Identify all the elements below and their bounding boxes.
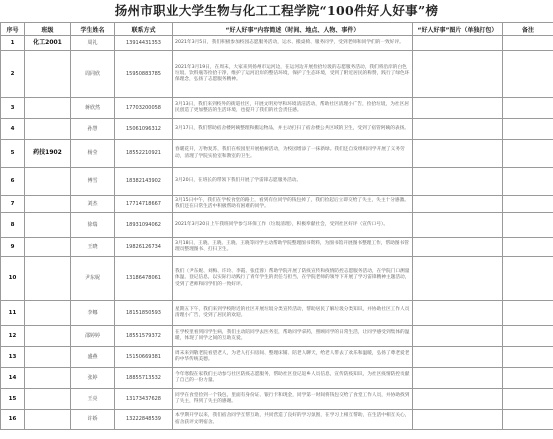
phone-cell: 17714718667	[115, 196, 173, 213]
name-cell: 蒋欣然	[71, 98, 115, 119]
name-cell: 刘杰	[71, 196, 115, 213]
class-cell	[25, 238, 71, 257]
photo-cell	[413, 389, 503, 410]
phone-cell: 13186478061	[115, 257, 173, 301]
header-class: 班级	[25, 23, 71, 36]
story-cell: 同学在食堂捡到一个钱包，里面有身份证、银行卡和现金，同学第一时间将钱包交给了食堂工作人员，并协助找到了失主，得到了失主的感谢。	[173, 389, 413, 410]
note-cell	[503, 326, 553, 347]
row-number: 8	[1, 213, 25, 238]
row-number: 12	[1, 326, 25, 347]
note-cell	[503, 301, 553, 326]
photo-cell	[413, 347, 503, 368]
name-cell: 王晓	[71, 238, 115, 257]
name-cell: 杨莹	[71, 140, 115, 168]
header-phone: 联系方式	[115, 23, 173, 36]
name-cell: 周礼	[71, 36, 115, 51]
photo-cell	[413, 326, 503, 347]
class-cell: 化工2001	[25, 36, 71, 51]
story-cell: 3月20日，在班长的带领下我们开展了学雷锋志愿服务活动。	[173, 168, 413, 196]
row-number: 3	[1, 98, 25, 119]
note-cell	[503, 389, 553, 410]
name-cell: 徐瑞	[71, 213, 115, 238]
table-row	[1, 389, 553, 410]
story-cell: 3月18日，王晓、王晓、王晓、王晓等同学主动帮助学院整理图书资料，为图书馆开展图书整理工作，帮助图书管理员整理图书、打扫卫生。	[173, 238, 413, 257]
photo-cell	[413, 140, 503, 168]
table-row	[1, 410, 553, 430]
phone-cell: 13914431353	[115, 36, 173, 51]
row-number: 10	[1, 257, 25, 301]
name-cell: 邵婷婷	[71, 326, 115, 347]
table-row	[1, 196, 553, 213]
name-cell: 张婷	[71, 368, 115, 389]
header-photo: “好人好事”图片（单独打包）	[413, 23, 503, 36]
story-cell: 3月13日，我们来到校外的街道社区，开展文明劝导和环境清洁活动，帮助社区清理小广告，捡拾垃圾，为社区居民创造了更加整洁的生活环境，也提升了我们的社会责任感。	[173, 98, 413, 119]
name-cell: 孙慧	[71, 119, 115, 140]
story-cell: 春暖花开，万物复苏，我们在校园里开展植树活动，为校园增添了一抹新绿。我们还自发组织同学开展了义务劳动，清理了学院实验室和教室的卫生。	[173, 140, 413, 168]
phone-cell: 18855713532	[115, 368, 173, 389]
note-cell	[503, 196, 553, 213]
class-cell: 药技1902	[25, 140, 71, 168]
name-cell: 傅雪	[71, 168, 115, 196]
photo-cell	[413, 119, 503, 140]
phone-cell: 13173437628	[115, 389, 173, 410]
table-row	[1, 168, 553, 196]
name-cell: 王亮	[71, 389, 115, 410]
story-cell: 周末来到敬老院看望老人，为老人打扫房间、整理床铺、陪老人聊天，给老人带去了欢乐和温暖，弘扬了尊老爱老的中华传统美德。	[173, 347, 413, 368]
story-cell: 星期五下午，我们来到学校附近的社区开展垃圾分类宣传活动，帮助居民了解垃圾分类知识，并协助社区工作人员清理小广告，受到了居民的欢迎。	[173, 301, 413, 326]
phone-cell: 13222848539	[115, 410, 173, 430]
class-cell	[25, 168, 71, 196]
header-row	[1, 23, 553, 36]
phone-cell: 18552210921	[115, 140, 173, 168]
class-cell	[25, 326, 71, 347]
class-cell	[25, 213, 71, 238]
phone-cell: 19826126734	[115, 238, 173, 257]
class-cell	[25, 119, 71, 140]
row-number: 11	[1, 301, 25, 326]
photo-cell	[413, 257, 503, 301]
row-number: 9	[1, 238, 25, 257]
table-row	[1, 301, 553, 326]
photo-cell	[413, 213, 503, 238]
story-cell: 2021年3月19日，在周末，大家来到扬州市运河边，在运河边开展捡拾垃圾的志愿服务活动，我们将沿岸的白色垃圾、饮料瓶等捡拾干净，维护了运河沿岸的整洁环境，保护了生态环境，受到了附近居民的称赞，践行了绿色环保理念，弘扬了志愿服务精神。	[173, 51, 413, 98]
note-cell	[503, 213, 553, 238]
note-cell	[503, 119, 553, 140]
class-cell	[25, 410, 71, 430]
table-row	[1, 51, 553, 98]
table-row	[1, 347, 553, 368]
class-cell	[25, 196, 71, 213]
class-cell	[25, 389, 71, 410]
row-number: 2	[1, 51, 25, 98]
row-number: 13	[1, 347, 25, 368]
story-cell: 3月15日中午，我们在学校食堂的路上，看到有位同学的钱包掉了，我们捡起后立即交给了失主，失主十分感激。我们还在日常生活中积极帮助有困难的同学。	[173, 196, 413, 213]
story-cell: 2021年3月20日上午我班同学参与环保工作（垃圾清理），积极奉献社会，受到社区好评（宣传口号）。	[173, 213, 413, 238]
phone-cell: 18551579372	[115, 326, 173, 347]
page-title: 扬州市职业大学生物与化工工程学院“100件好人好事”榜	[114, 3, 439, 18]
note-cell	[503, 238, 553, 257]
name-cell: 尹东妮	[71, 257, 115, 301]
name-cell: 许娇	[71, 410, 115, 430]
table-row	[1, 140, 553, 168]
story-cell: 我们（尹东妮、刘梅、许玲、李霞、张佳蓉）帮助学院开展了防疫宣传和疫情防控志愿服务活动，在学院门口测量体温、登记信息，以实际行动践行了青年学生的责任与担当，在学院老师的领导下开展了学习雷锋精神主题活动，受到了老师和同学们的一致好评。	[173, 257, 413, 301]
table-row	[1, 36, 553, 51]
note-cell	[503, 368, 553, 389]
class-cell	[25, 257, 71, 301]
phone-cell: 18151850593	[115, 301, 173, 326]
story-cell: 3月17日，我们帮助宿舍楼阿姨整理和搬运物品，并主动打扫了宿舍楼公共区域的卫生，受到了宿管阿姨的表扬。	[173, 119, 413, 140]
photo-cell	[413, 368, 503, 389]
name-cell: 李娜	[71, 301, 115, 326]
table-row	[1, 238, 553, 257]
note-cell	[503, 51, 553, 98]
row-number: 1	[1, 36, 25, 51]
table-row	[1, 326, 553, 347]
note-cell	[503, 347, 553, 368]
note-cell	[503, 98, 553, 119]
photo-cell	[413, 410, 503, 430]
note-cell	[503, 36, 553, 51]
name-cell: 周同欣	[71, 51, 115, 98]
class-cell	[25, 368, 71, 389]
good-deeds-table	[0, 22, 553, 430]
header-story: “好人好事”内容简述（时间、地点、人物、事件）	[173, 23, 413, 36]
photo-cell	[413, 51, 503, 98]
phone-cell: 15061096312	[115, 119, 173, 140]
table-row	[1, 98, 553, 119]
class-cell	[25, 51, 71, 98]
phone-cell: 15150669381	[115, 347, 173, 368]
row-number: 16	[1, 410, 25, 430]
story-cell: 2021年3月5日，我们积极参加校园志愿服务活动，运水、搬桌椅、服务同学，受到老师和同学们的一致好评。	[173, 36, 413, 51]
row-number: 15	[1, 389, 25, 410]
note-cell	[503, 168, 553, 196]
header-name: 学生姓名	[71, 23, 115, 36]
table-row	[1, 213, 553, 238]
header-note: 备注	[503, 23, 553, 36]
phone-cell: 18931094062	[115, 213, 173, 238]
photo-cell	[413, 301, 503, 326]
phone-cell: 17703200058	[115, 98, 173, 119]
table-row	[1, 368, 553, 389]
story-cell: 在学校里看到同学生病，我们主动陪同学去医务室，帮助同学拿药，照顾同学的日常生活，让同学感受到集体的温暖，体现了同学之间的互助友爱。	[173, 326, 413, 347]
row-number: 4	[1, 119, 25, 140]
photo-cell	[413, 98, 503, 119]
photo-cell	[413, 196, 503, 213]
photo-cell	[413, 238, 503, 257]
class-cell	[25, 301, 71, 326]
phone-cell: 15950883785	[115, 51, 173, 98]
header-no: 序号	[1, 23, 25, 36]
story-cell: 本学期开学以来，我们宿舍同学互帮互助，共同营造了良好的学习氛围，在学习上相互帮助，在生活中相互关心，宿舍获评文明宿舍。	[173, 410, 413, 430]
story-cell: 今年寒假在家我们主动参与社区防疫志愿服务，帮助社区登记返乡人员信息，宣传防疫知识，为社区疫情防控贡献了自己的一份力量。	[173, 368, 413, 389]
row-number: 14	[1, 368, 25, 389]
photo-cell	[413, 36, 503, 51]
row-number: 7	[1, 196, 25, 213]
phone-cell: 18382143902	[115, 168, 173, 196]
table-row	[1, 257, 553, 301]
name-cell: 盛燕	[71, 347, 115, 368]
note-cell	[503, 140, 553, 168]
row-number: 6	[1, 168, 25, 196]
photo-cell	[413, 168, 503, 196]
table-row	[1, 119, 553, 140]
row-number: 5	[1, 140, 25, 168]
note-cell	[503, 410, 553, 430]
class-cell	[25, 347, 71, 368]
note-cell	[503, 257, 553, 301]
class-cell	[25, 98, 71, 119]
